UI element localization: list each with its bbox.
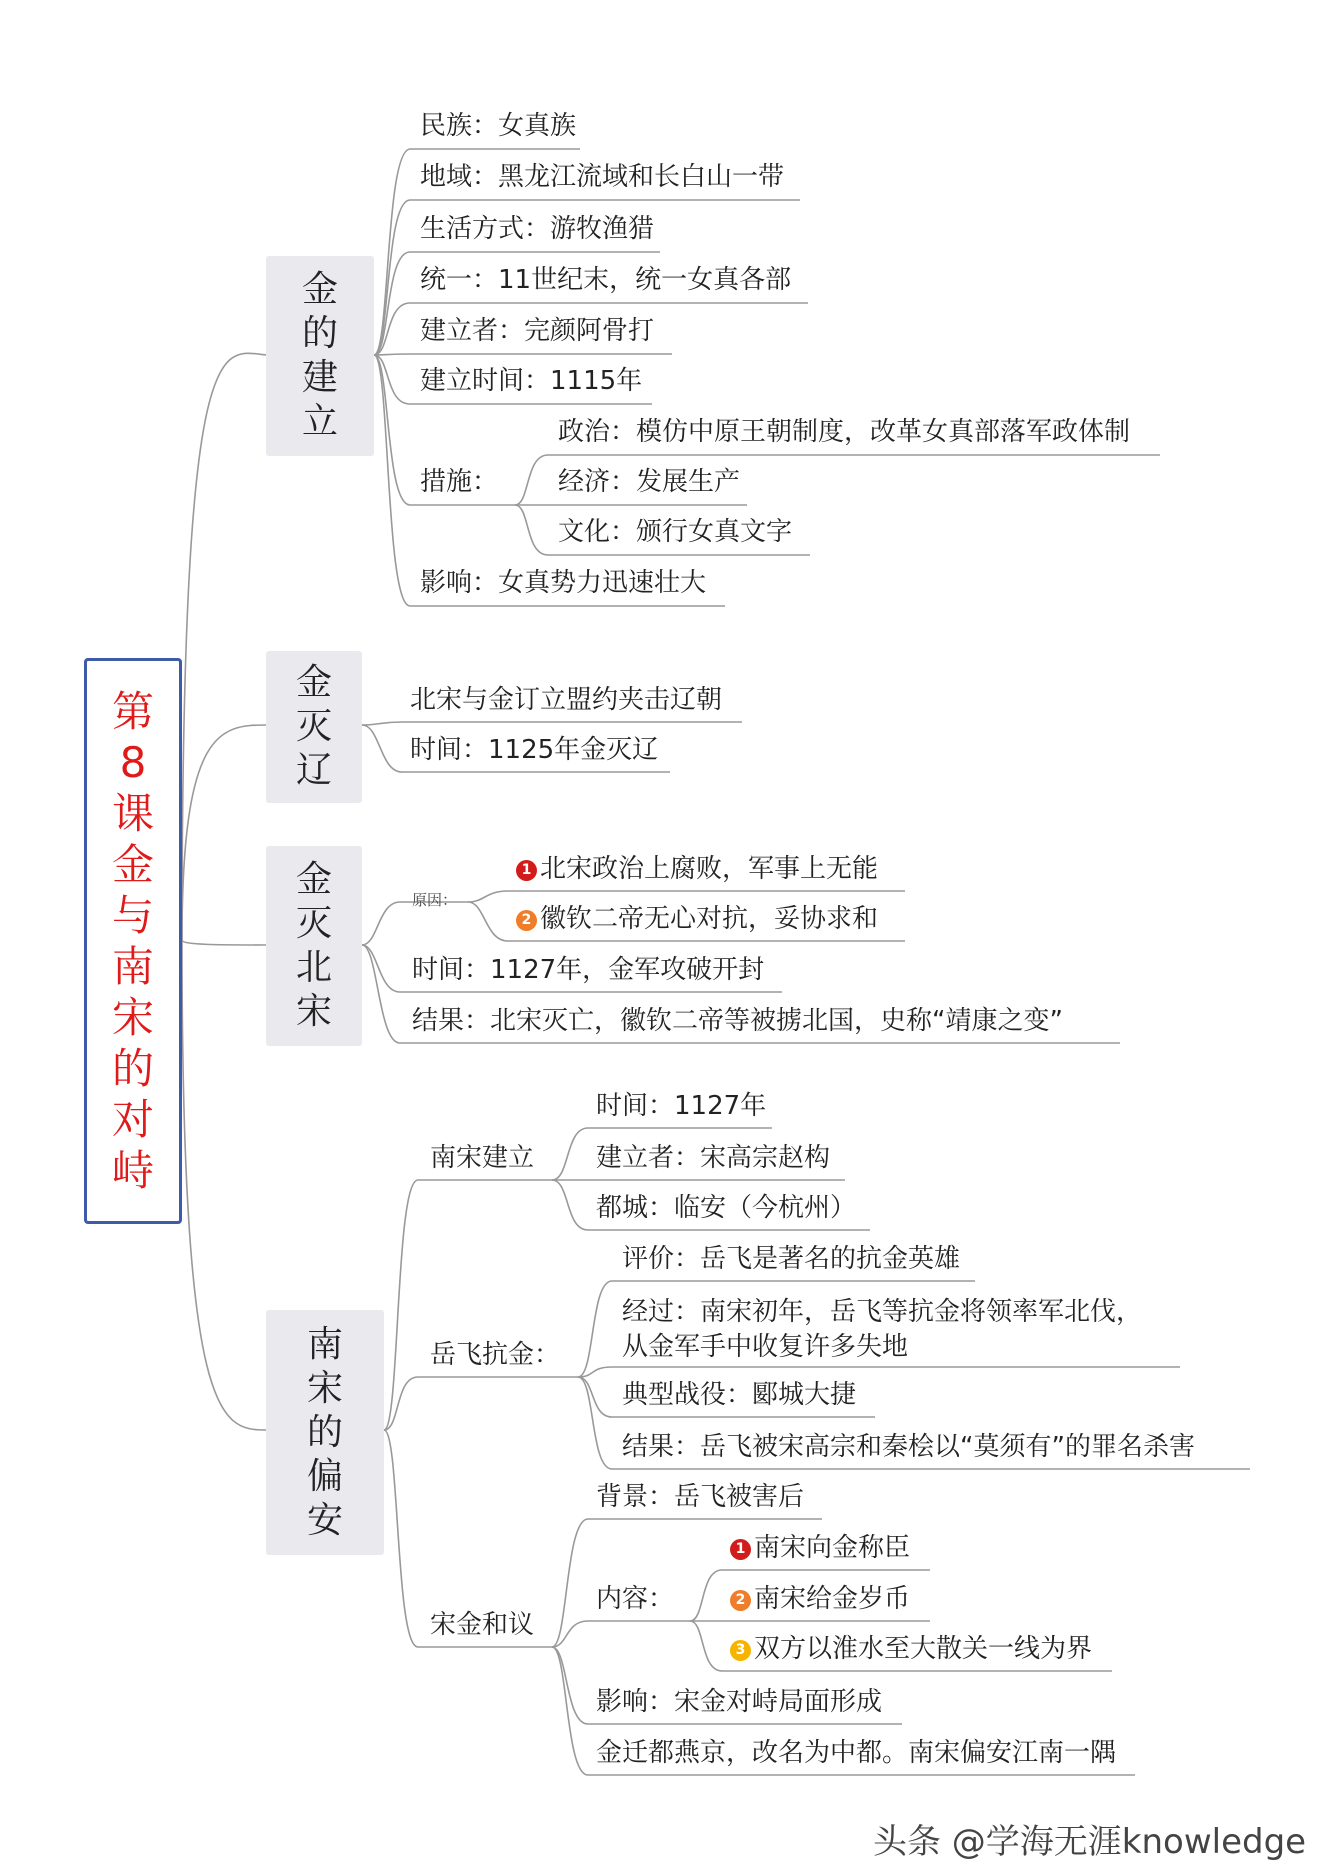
connector: [182, 725, 266, 940]
node-unify: 统一：11世纪末，统一女真各部: [420, 265, 792, 295]
topic-char: 偏: [306, 1455, 343, 1497]
topic-char: 金: [295, 662, 332, 703]
node-reason-1: [516, 853, 878, 885]
node-reason-2: [516, 903, 878, 935]
reason-text: 徽钦二帝无心对抗，妥协求和: [540, 904, 879, 934]
root-char: 金: [111, 840, 154, 889]
topic-char: 北: [295, 947, 332, 988]
content-text: 南宋给金岁币: [754, 1584, 911, 1614]
number-badge-icon: 2: [730, 1590, 751, 1611]
root-char: 8: [119, 738, 147, 787]
node-peace-bg: 背景：岳飞被害后: [596, 1482, 805, 1512]
node-content-1: [730, 1532, 910, 1564]
topic-char: 立: [301, 401, 338, 442]
topic-char: 金: [295, 859, 332, 900]
root-char: 峙: [111, 1146, 154, 1195]
root-char: 对: [111, 1095, 154, 1144]
node-peace-content: 内容：: [596, 1584, 675, 1614]
node-yf-battle: 典型战役：郾城大捷: [622, 1380, 857, 1410]
node-yf-eval: 评价：岳飞是著名的抗金英雄: [622, 1244, 961, 1274]
topic-char: 宋: [306, 1367, 343, 1409]
topic-southern-song: [266, 1310, 384, 1555]
node-reason-label: 原因：: [412, 891, 458, 909]
topic-char: 灭: [295, 706, 332, 747]
node-culture: 文化：颁行女真文字: [558, 517, 793, 547]
node-alliance: 北宋与金订立盟约夹击辽朝: [410, 685, 723, 715]
node-yf-result: 结果：岳飞被宋高宗和秦桧以“莫须有”的罪名杀害: [622, 1432, 1195, 1462]
node-est-founder: 建立者：宋高宗赵构: [596, 1143, 831, 1173]
root-title: [84, 658, 182, 1224]
node-ns-time: 时间：1127年，金军攻破开封: [412, 955, 765, 985]
node-liao-time: 时间：1125年金灭辽: [410, 735, 659, 765]
connector: [182, 940, 266, 1430]
node-peace-impact: 影响：宋金对峙局面形成: [596, 1687, 883, 1717]
connector: [182, 940, 266, 945]
topic-char: 灭: [295, 903, 332, 944]
root-char: 与: [111, 891, 154, 940]
topic-char: 南: [306, 1323, 343, 1365]
node-ns-result: 结果：北宋灭亡，徽钦二帝等被掳北国，史称“靖康之变”: [412, 1006, 1063, 1036]
node-est-capital: 都城：临安（今杭州）: [596, 1193, 857, 1223]
node-est-time: 时间：1127年: [596, 1091, 767, 1121]
node-peace-label: 宋金和议: [430, 1610, 535, 1640]
node-yf-process-2: 从金军手中收复许多失地: [622, 1332, 909, 1362]
watermark: 头条 @学海无涯knowledge: [873, 1822, 1307, 1862]
topic-jin-establish: [266, 256, 374, 456]
number-badge-icon: 1: [730, 1539, 751, 1560]
topic-char: 金: [301, 269, 338, 310]
node-yuefei-label: 岳飞抗金：: [430, 1340, 561, 1370]
content-text: 双方以淮水至大散关一线为界: [754, 1634, 1093, 1664]
content-text: 南宋向金称臣: [754, 1533, 911, 1563]
node-est-label: 南宋建立: [430, 1143, 535, 1173]
node-economy: 经济：发展生产: [558, 467, 741, 497]
node-content-2: [730, 1583, 910, 1615]
topic-char: 辽: [295, 750, 332, 791]
node-peace-capital: 金迁都燕京，改名为中都。南宋偏安江南一隅: [596, 1738, 1117, 1768]
topic-char: 的: [306, 1411, 343, 1453]
topic-char: 安: [306, 1499, 343, 1541]
topic-jin-northern-song: [266, 846, 362, 1046]
node-time: 建立时间：1115年: [420, 366, 643, 396]
topic-char: 的: [301, 313, 338, 354]
topic-char: 宋: [295, 991, 332, 1032]
number-badge-icon: 2: [516, 910, 537, 931]
number-badge-icon: 3: [730, 1640, 751, 1661]
node-politics: 政治：模仿中原王朝制度，改革女真部落军政体制: [558, 417, 1131, 447]
node-yf-process-1: 经过：南宋初年，岳飞等抗金将领率军北伐，: [622, 1297, 1143, 1327]
root-char: 的: [111, 1044, 154, 1093]
root-char: 第: [111, 687, 154, 736]
connector: [182, 353, 266, 940]
node-content-3: [730, 1633, 1092, 1665]
topic-char: 建: [301, 357, 338, 398]
node-founder: 建立者：完颜阿骨打: [420, 316, 655, 346]
node-region: 地域：黑龙江流域和长白山一带: [420, 162, 785, 192]
number-badge-icon: 1: [516, 860, 537, 881]
root-char: 南: [111, 942, 154, 991]
topic-jin-liao: [266, 651, 362, 803]
root-char: 宋: [111, 993, 154, 1042]
node-measures: 措施：: [420, 467, 499, 497]
node-impact: 影响：女真势力迅速壮大: [420, 568, 707, 598]
node-lifestyle: 生活方式：游牧渔猎: [420, 214, 655, 244]
root-char: 课: [111, 789, 154, 838]
reason-text: 北宋政治上腐败，军事上无能: [540, 854, 879, 884]
node-ethnic: 民族：女真族: [420, 111, 577, 141]
